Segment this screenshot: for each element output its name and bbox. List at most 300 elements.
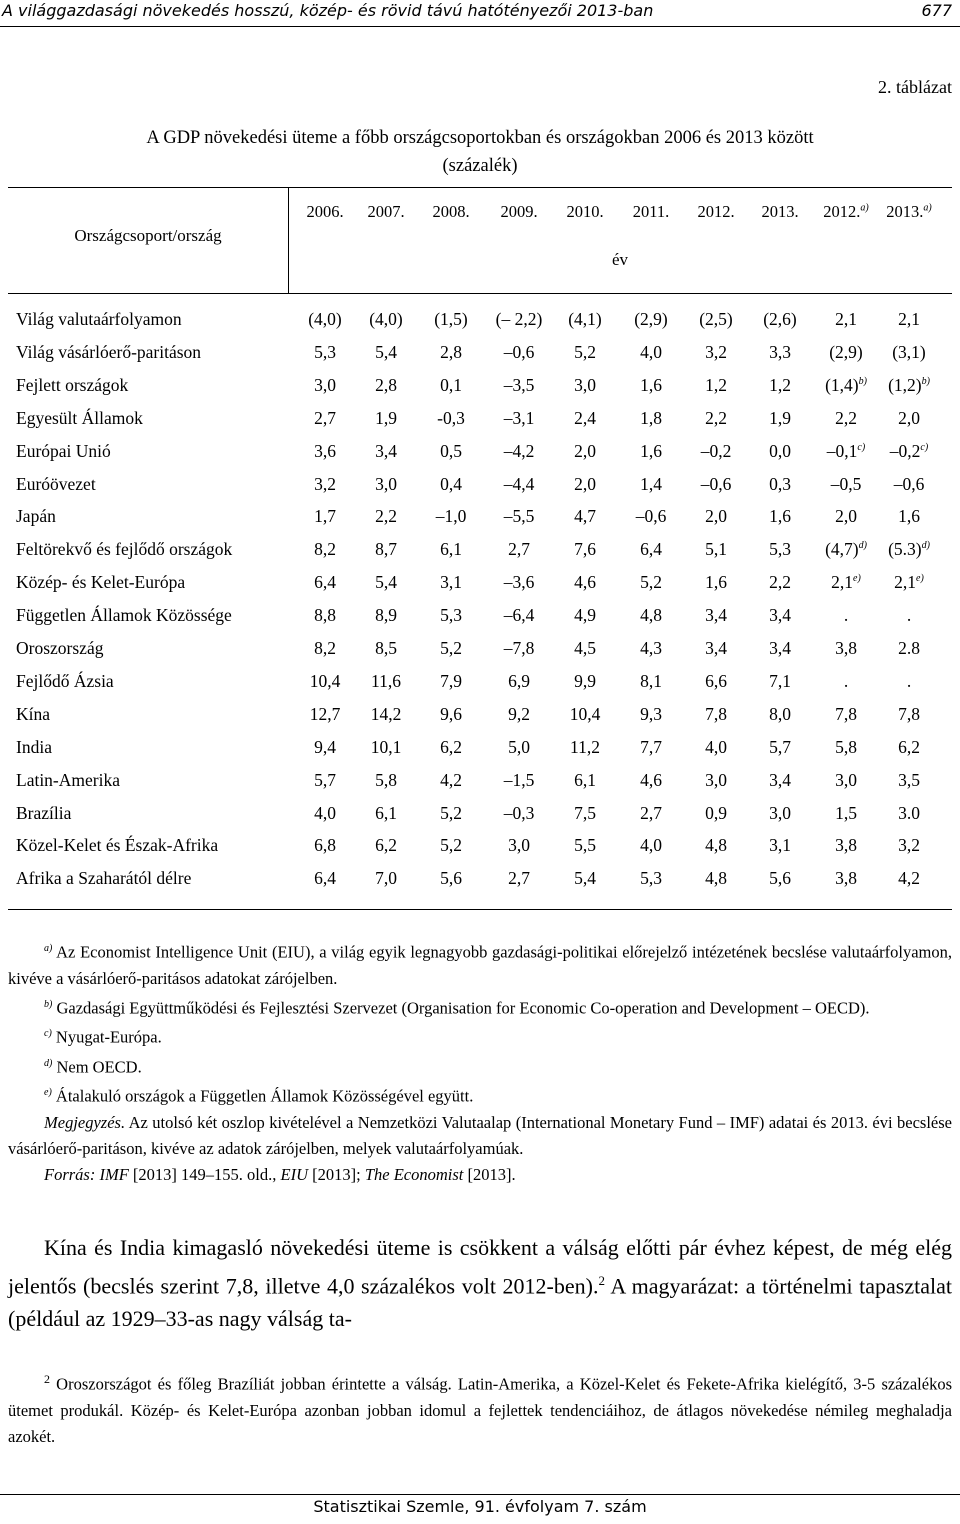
row-label: Fejlett országok (16, 374, 129, 395)
table-cell (875, 737, 943, 758)
table-cell (617, 539, 685, 560)
table-cell (485, 835, 553, 856)
cell-value: 7,9 (440, 670, 462, 691)
table-cell (485, 868, 553, 889)
table-cell (417, 803, 485, 824)
table-cell (291, 671, 359, 692)
cell-value: 5,0 (508, 736, 530, 757)
table-cell (875, 441, 943, 462)
table-cell (291, 539, 359, 560)
cell-value: 1,2 (769, 374, 791, 395)
page-number: 677 (921, 1, 952, 20)
year-header-text: 2008. (432, 202, 470, 221)
cell-value: 7,6 (574, 539, 596, 560)
cell-value: 1,6 (640, 440, 662, 461)
table-cell (812, 539, 880, 560)
table-cell (551, 704, 619, 725)
cell-value: 2,7 (508, 539, 530, 560)
table-cell (551, 803, 619, 824)
table-cell (352, 539, 420, 560)
cell-value: 2,1 (898, 309, 920, 329)
note-c (8, 1021, 952, 1051)
cell-value: 2,4 (574, 407, 596, 428)
row-label: Egyesült Államok (16, 407, 143, 428)
table-cell (352, 474, 420, 495)
table-cell (682, 342, 750, 363)
cell-value: 5,3 (314, 341, 336, 362)
cell-value: 2,2 (375, 506, 397, 527)
cell-value: (1,4) (825, 374, 859, 395)
note-b-mark: b) (44, 998, 53, 1010)
cell-value: 8,2 (314, 539, 336, 560)
table-cell (352, 671, 420, 692)
cell-value: 6,2 (375, 835, 397, 856)
cell-value: –6,4 (503, 605, 535, 626)
table-cell (617, 506, 685, 527)
table-cell (485, 441, 553, 462)
cell-value: –4,4 (503, 473, 535, 494)
table-cell (875, 704, 943, 725)
cell-value: 6,9 (508, 670, 530, 691)
note-megjegyzes (8, 1110, 952, 1162)
year-header-text: 2012. (823, 202, 861, 221)
cell-value: 0,3 (769, 473, 791, 494)
table-cell (875, 309, 943, 330)
table-cell (551, 506, 619, 527)
cell-value: 4,0 (640, 835, 662, 856)
table-cell (551, 539, 619, 560)
table-cell (417, 474, 485, 495)
table-cell (617, 671, 685, 692)
table-cell (746, 704, 814, 725)
table-cell (682, 441, 750, 462)
cell-value: 1,9 (375, 407, 397, 428)
note-text: Az utolsó két oszlop kivételével a Nemzetközi Valutaalap (International Monetary Fund – IMF) adatai és 2013. évi becslése vásárlóerő-paritáson, kivéve az adatok zárójelben, melyek valutaárfolyamúak. (8, 1112, 952, 1158)
table-cell (746, 605, 814, 626)
table-cell (746, 539, 814, 560)
table-cell (746, 638, 814, 659)
cell-value: 3,3 (769, 341, 791, 362)
table-cell (352, 342, 420, 363)
table-cell (875, 572, 943, 593)
cell-value: 6,6 (705, 670, 727, 691)
cell-value: –1,0 (435, 506, 467, 527)
note-e-mark: e) (44, 1087, 52, 1098)
table-cell (875, 342, 943, 363)
cell-value: 11,6 (371, 670, 401, 691)
cell-value: 3,4 (769, 769, 791, 790)
row-label: Közép- és Kelet-Európa (16, 572, 186, 593)
table-cell (812, 441, 880, 462)
cell-value: 5,8 (835, 736, 857, 757)
table-cell (352, 835, 420, 856)
row-label: Kína (16, 703, 51, 724)
cell-value: 5,2 (440, 835, 462, 856)
cell-value: 3,0 (705, 769, 727, 790)
table-cell (682, 868, 750, 889)
note-d (8, 1051, 952, 1081)
table-cell (485, 803, 553, 824)
cell-value: 10,4 (569, 703, 601, 724)
cell-value: 10,1 (370, 736, 402, 757)
cell-value: 3,0 (574, 374, 596, 395)
table-cell (812, 835, 880, 856)
cell-value: 6,4 (314, 868, 336, 889)
row-label: Brazília (16, 802, 72, 823)
year-header-note-mark: a) (923, 202, 932, 214)
cell-value: 3,0 (769, 802, 791, 823)
cell-value: 1,7 (314, 506, 336, 527)
row-label: Oroszország (16, 638, 104, 658)
cell-value: 1,2 (705, 374, 727, 395)
cell-value: (1,2) (888, 374, 922, 395)
cell-note-mark: e) (916, 573, 924, 585)
table-cell (551, 572, 619, 593)
cell-value: 5,7 (769, 736, 791, 757)
table-cell (682, 605, 750, 626)
table-cell (746, 309, 814, 330)
cell-value: 9,3 (640, 703, 662, 724)
source-imf-rest: [2013] 149–155. old., (132, 1164, 277, 1184)
year-header (748, 202, 812, 222)
cell-value: –3,5 (503, 374, 535, 395)
cell-value: 2,1 (831, 572, 854, 593)
year-header-text: 2013. (886, 202, 924, 221)
table-cell (875, 408, 943, 429)
table-cell (551, 638, 619, 659)
cell-value: 3,0 (508, 835, 530, 856)
table-cell (551, 441, 619, 462)
cell-value: (5.3) (888, 539, 922, 560)
table-cell (417, 704, 485, 725)
row-label: Világ valutaárfolyamon (16, 309, 182, 329)
table-cell (746, 506, 814, 527)
cell-value: 3,4 (769, 605, 791, 626)
table-cell (291, 572, 359, 593)
cell-note-mark: b) (858, 375, 867, 387)
body-text-before: Kína és India kimagasló növekedési üteme is csökkent a válság előtti pár évhez képest, de még elég jelentős (becslés szerint 7,8, illetve 4,0 százalékos volt 2012-ben). (8, 1235, 952, 1299)
cell-value: 0,9 (705, 802, 727, 823)
cell-value: 8,7 (375, 539, 397, 560)
table-cell (746, 342, 814, 363)
year-header-text: 2006. (306, 202, 344, 221)
cell-value: 0,1 (440, 374, 462, 395)
cell-value: 5,7 (314, 769, 336, 790)
cell-note-mark: e) (853, 573, 861, 585)
cell-value: . (906, 605, 912, 626)
note-a-text: Az Economist Intelligence Unit (EIU), a világ egyik legnagyobb gazdasági-politikai előrejelző intézetének becslése valutaárfolyamon, kivéve a vásárlóerő-paritásos adatokat zárójelben. (8, 942, 953, 988)
note-c-mark: c) (44, 1028, 52, 1039)
cell-value: 3,4 (705, 605, 727, 626)
cell-value: 5,2 (640, 572, 662, 593)
cell-value: 4,3 (640, 638, 662, 658)
year-header (293, 202, 357, 222)
row-label: Világ vásárlóerő-paritáson (16, 341, 202, 362)
table-cell (682, 737, 750, 758)
cell-value: 5,8 (375, 769, 397, 790)
table-cell (746, 803, 814, 824)
table-cell (617, 770, 685, 791)
table-cell (812, 375, 880, 396)
note-d-mark: d) (44, 1057, 53, 1069)
cell-value: –0,6 (503, 341, 535, 362)
cell-value: (2,9) (829, 341, 863, 362)
cell-value: –3,6 (503, 572, 535, 593)
table-label: 2. táblázat (878, 77, 952, 97)
table-cell (812, 506, 880, 527)
table-cell (551, 868, 619, 889)
table-cell (352, 506, 420, 527)
table-cell (617, 309, 685, 330)
table-cell (682, 671, 750, 692)
table-cell (617, 441, 685, 462)
table-cell (551, 342, 619, 363)
table-cell (551, 737, 619, 758)
table-cell (617, 638, 685, 659)
table-cell (746, 375, 814, 396)
row-label: Közel-Kelet és Észak-Afrika (16, 835, 219, 856)
table-cell (682, 309, 750, 330)
year-header (354, 202, 418, 222)
table-cell (352, 572, 420, 593)
cell-value: 9,9 (574, 670, 596, 691)
cell-value: –0,1 (826, 440, 858, 461)
table-cell (875, 638, 943, 659)
table-cell (485, 506, 553, 527)
cell-value: 2,8 (375, 374, 397, 395)
cell-value: –0,6 (635, 506, 667, 527)
table-cell (812, 309, 880, 330)
body-paragraph (8, 1231, 952, 1335)
cell-value: 2.8 (898, 638, 920, 658)
cell-value: (4,0) (369, 309, 403, 329)
cell-value: (– 2,2) (495, 309, 543, 329)
table-cell (875, 835, 943, 856)
table-cell (812, 408, 880, 429)
cell-value: –0,2 (700, 440, 732, 461)
cell-value: (2,5) (699, 309, 733, 329)
cell-value: 8,8 (314, 605, 336, 626)
year-header (814, 202, 878, 222)
table-cell (417, 605, 485, 626)
year-header (684, 202, 748, 222)
table-cell (812, 704, 880, 725)
table-unit: (százalék) (442, 156, 518, 176)
cell-value: (1,5) (434, 309, 468, 329)
table-cell (682, 572, 750, 593)
cell-value: 2,0 (705, 506, 727, 527)
cell-value: –7,8 (503, 638, 535, 658)
cell-value: 4,2 (898, 868, 920, 889)
table-cell (746, 868, 814, 889)
table-cell (485, 704, 553, 725)
cell-value: 1,5 (835, 802, 857, 823)
table-cell (875, 803, 943, 824)
year-header (487, 202, 551, 222)
cell-value: 5,6 (769, 868, 791, 889)
year-header-text: 2012. (697, 202, 735, 221)
table-cell (812, 803, 880, 824)
table-cell (485, 572, 553, 593)
table-cell (812, 638, 880, 659)
table-cell (352, 770, 420, 791)
footnote-mark: 2 (44, 1372, 50, 1386)
cell-value: 4,8 (640, 605, 662, 626)
year-header-note-mark: a) (860, 202, 869, 214)
row-label: Független Államok Közössége (16, 605, 232, 626)
cell-value: 4,0 (314, 802, 336, 823)
cell-value: 4,0 (640, 341, 662, 362)
cell-value: 9,4 (314, 736, 336, 757)
table-cell (485, 539, 553, 560)
cell-value: 4,8 (705, 835, 727, 856)
table-cell (417, 408, 485, 429)
table-cell (746, 408, 814, 429)
note-a-mark: a) (44, 943, 53, 954)
table-cell (617, 474, 685, 495)
table-cell (617, 342, 685, 363)
table-cell (352, 868, 420, 889)
cell-note-mark: c) (857, 441, 866, 453)
note-b-text: Gazdasági Együttműködési és Fejlesztési Szervezet (Organisation for Economic Co-operation and Development – OECD). (56, 998, 870, 1017)
cell-value: 3,5 (898, 769, 920, 790)
source-line (8, 1162, 952, 1188)
note-e-text: Átalakuló országok a Független Államok Közösségével együtt. (55, 1086, 474, 1106)
table-cell (551, 671, 619, 692)
table-cell (291, 441, 359, 462)
cell-value: 5,5 (574, 835, 596, 856)
table-cell (746, 474, 814, 495)
cell-value: 3,0 (835, 769, 857, 790)
cell-value: –0,6 (700, 473, 732, 494)
cell-value: 1,6 (705, 572, 727, 593)
year-header (619, 202, 683, 222)
cell-value: 7,7 (640, 736, 662, 757)
cell-value: 8,9 (375, 605, 397, 626)
table-cell (417, 671, 485, 692)
row-label: Euróövezet (16, 473, 96, 494)
table-cell (875, 770, 943, 791)
table-cell (417, 539, 485, 560)
table-cell (812, 342, 880, 363)
cell-value: 1,9 (769, 407, 791, 428)
cell-value: 4,2 (440, 769, 462, 790)
cell-value: 4,0 (705, 736, 727, 757)
table-cell (291, 474, 359, 495)
running-head (0, 0, 960, 27)
table-cell (352, 408, 420, 429)
cell-value: 3,4 (705, 638, 727, 658)
table-cell (682, 506, 750, 527)
cell-value: 6,4 (314, 572, 336, 593)
table-cell (617, 375, 685, 396)
table-cell (485, 605, 553, 626)
table-cell (617, 803, 685, 824)
note-e (8, 1080, 952, 1110)
footnote-reference: 2 (598, 1273, 605, 1288)
cell-value: 10,4 (309, 670, 341, 691)
cell-value: 3,4 (375, 440, 397, 461)
table-cell (875, 671, 943, 692)
cell-value: (2,6) (763, 309, 797, 329)
cell-value: 4,6 (640, 769, 662, 790)
cell-value: (4,1) (568, 309, 602, 329)
row-label: Afrika a Szaharától délre (16, 868, 192, 889)
row-label: Japán (16, 506, 56, 527)
table-cell (617, 835, 685, 856)
table-cell (291, 638, 359, 659)
cell-value: 4,7 (574, 506, 596, 527)
table-cell (682, 375, 750, 396)
cell-value: 8,0 (769, 703, 791, 724)
year-header-text: 2009. (500, 202, 538, 221)
cell-value: 2,1 (894, 572, 917, 593)
table-cell (485, 342, 553, 363)
cell-value: –1,5 (503, 769, 535, 790)
cell-value: 0,0 (769, 440, 791, 461)
cell-value: 5,4 (375, 341, 397, 362)
table-cell (812, 770, 880, 791)
cell-value: 5,2 (440, 638, 462, 658)
cell-value: 5,2 (574, 341, 596, 362)
cell-value: 3,1 (440, 572, 462, 593)
cell-value: . (843, 670, 849, 691)
source-economist: The Economist (364, 1164, 464, 1184)
cell-value: 3,4 (769, 638, 791, 658)
table-cell (291, 803, 359, 824)
cell-value: 5,4 (574, 868, 596, 889)
year-unit-label: év (611, 250, 629, 269)
year-header-text: 2010. (566, 202, 604, 221)
table-cell (812, 605, 880, 626)
row-label: Latin-Amerika (16, 769, 120, 790)
note-label: Megjegyzés. (44, 1112, 126, 1132)
cell-value: –0,2 (889, 440, 921, 461)
cell-value: (2,9) (634, 309, 668, 329)
table-cell (746, 770, 814, 791)
table-cell (617, 572, 685, 593)
table-cell (352, 638, 420, 659)
table-cell (812, 474, 880, 495)
year-header (877, 202, 941, 222)
table-cell (617, 704, 685, 725)
table-cell (291, 605, 359, 626)
year-header-text: 2013. (761, 202, 799, 221)
table-cell (812, 737, 880, 758)
cell-value: 5,3 (769, 539, 791, 560)
source-label: Forrás: (44, 1164, 96, 1184)
cell-value: –0,5 (830, 473, 862, 494)
cell-value: 2,8 (440, 341, 462, 362)
table-cell (417, 868, 485, 889)
table-cell (417, 506, 485, 527)
cell-value: 2,2 (835, 407, 857, 428)
note-a (8, 936, 952, 992)
cell-value: 3.0 (898, 802, 920, 823)
note-c-text: Nyugat-Európa. (55, 1027, 162, 1047)
table-cell (746, 671, 814, 692)
table-cell (485, 737, 553, 758)
table-cell (617, 737, 685, 758)
year-header (553, 202, 617, 222)
table-cell (417, 737, 485, 758)
cell-value: 2,2 (705, 407, 727, 428)
cell-value: 2,0 (574, 473, 596, 494)
table-cell (291, 770, 359, 791)
cell-value: 3,2 (314, 473, 336, 494)
table-cell (417, 309, 485, 330)
cell-value: 5,3 (440, 605, 462, 626)
